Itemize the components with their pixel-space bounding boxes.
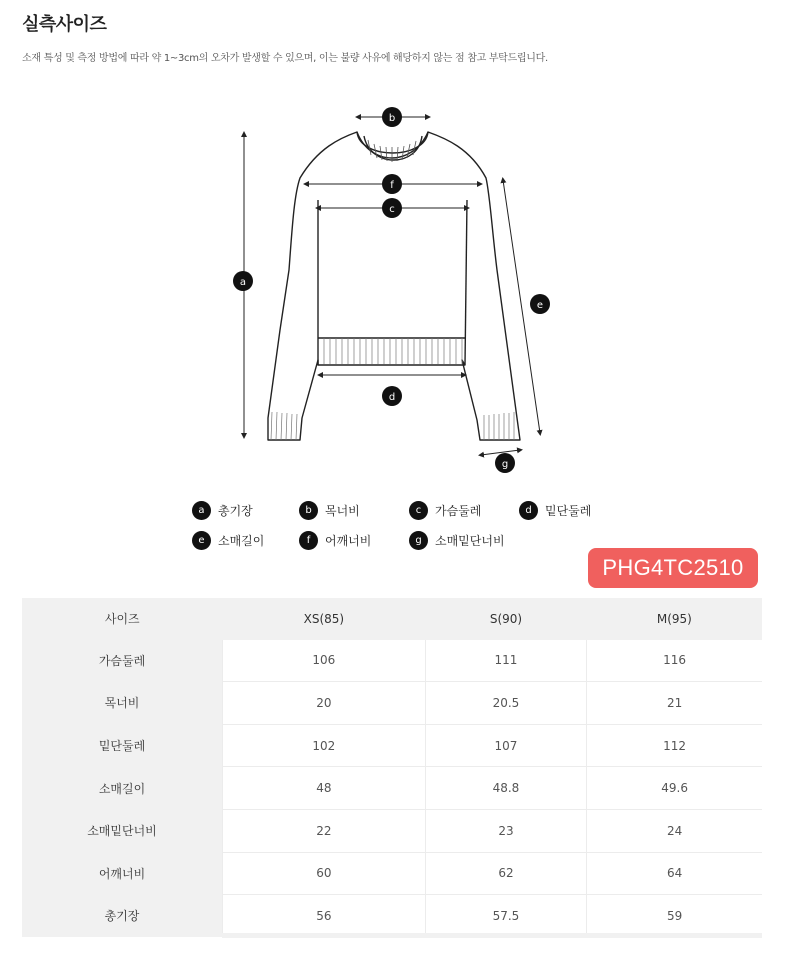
- legend-item: [192, 500, 299, 520]
- table-cell: 48: [223, 767, 426, 810]
- table-cell: 24: [587, 809, 762, 852]
- legend-item: [192, 530, 299, 550]
- table-cell: 107: [425, 724, 586, 767]
- table-header-row: [22, 598, 762, 640]
- table-cell: 106: [223, 640, 426, 682]
- table-cell: 60: [223, 852, 426, 895]
- row-label: 소매길이: [22, 767, 223, 810]
- table-cell: 48.8: [425, 767, 586, 810]
- page-title: 실측사이즈: [22, 14, 107, 35]
- table-cell: 59: [587, 895, 762, 938]
- header-cell: M(95): [587, 598, 762, 640]
- marker-c: c: [389, 204, 395, 215]
- table-row: [22, 724, 762, 767]
- legend-label: 밑단둘레: [545, 503, 592, 518]
- legend-badge: a: [192, 501, 211, 520]
- row-label: 소매밑단너비: [22, 809, 223, 852]
- table-cell: 22: [223, 809, 426, 852]
- table-row: [22, 682, 762, 725]
- table-cell: 62: [425, 852, 586, 895]
- row-label: 밑단둘레: [22, 724, 223, 767]
- header-cell: S(90): [425, 598, 586, 640]
- table-cell: 20: [223, 682, 426, 725]
- marker-d: d: [388, 392, 396, 403]
- row-label: 어깨너비: [22, 852, 223, 895]
- legend-item: [299, 500, 409, 520]
- marker-f: f: [390, 180, 394, 191]
- marker-g: g: [501, 459, 509, 470]
- table-cell: 49.6: [587, 767, 762, 810]
- table-cell: 21: [587, 682, 762, 725]
- table-row: [22, 640, 762, 682]
- row-label: 총기장: [22, 895, 223, 938]
- table-cell: 116: [587, 640, 762, 682]
- legend-item: [519, 500, 619, 520]
- product-code-badge: PHG4TC2510: [588, 548, 758, 588]
- table-cell: 23: [425, 809, 586, 852]
- legend-label: 소매밑단너비: [435, 533, 505, 548]
- legend-item: [299, 530, 409, 550]
- marker-b: b: [388, 113, 396, 124]
- table-bottom-border: [22, 933, 762, 937]
- row-label: 가슴둘레: [22, 640, 223, 682]
- legend-badge: d: [519, 501, 538, 520]
- table-cell: 64: [587, 852, 762, 895]
- table-row: [22, 809, 762, 852]
- diagram-markers: [233, 107, 550, 473]
- legend-badge: g: [409, 531, 428, 550]
- table-row: [22, 767, 762, 810]
- marker-a: a: [239, 277, 247, 288]
- header-cell: 사이즈: [22, 598, 223, 640]
- measurement-legend: [192, 500, 612, 550]
- table-cell: 57.5: [425, 895, 586, 938]
- table-cell: 56: [223, 895, 426, 938]
- table-row: [22, 895, 762, 938]
- legend-label: 어깨너비: [325, 533, 372, 548]
- table-cell: 112: [587, 724, 762, 767]
- measurement-notice: 소재 특성 및 측정 방법에 따라 약 1~3cm의 오차가 발생할 수 있으며, 이는 불량 사유에 해당하지 않는 점 참고 부탁드립니다.: [22, 53, 548, 64]
- marker-e: e: [536, 300, 544, 311]
- size-table: [22, 598, 762, 938]
- table-cell: 20.5: [425, 682, 586, 725]
- table-cell: 102: [223, 724, 426, 767]
- table-cell: 111: [425, 640, 586, 682]
- legend-label: 총기장: [218, 503, 253, 518]
- legend-item: [409, 530, 519, 550]
- legend-badge: e: [192, 531, 211, 550]
- legend-badge: b: [299, 501, 318, 520]
- header-cell: XS(85): [223, 598, 426, 640]
- legend-label: 가슴둘레: [435, 503, 482, 518]
- table-row: [22, 852, 762, 895]
- legend-label: 소매길이: [218, 533, 265, 548]
- legend-item: [409, 500, 519, 520]
- legend-badge: f: [299, 531, 318, 550]
- row-label: 목너비: [22, 682, 223, 725]
- legend-badge: c: [409, 501, 428, 520]
- legend-label: 목너비: [325, 503, 360, 518]
